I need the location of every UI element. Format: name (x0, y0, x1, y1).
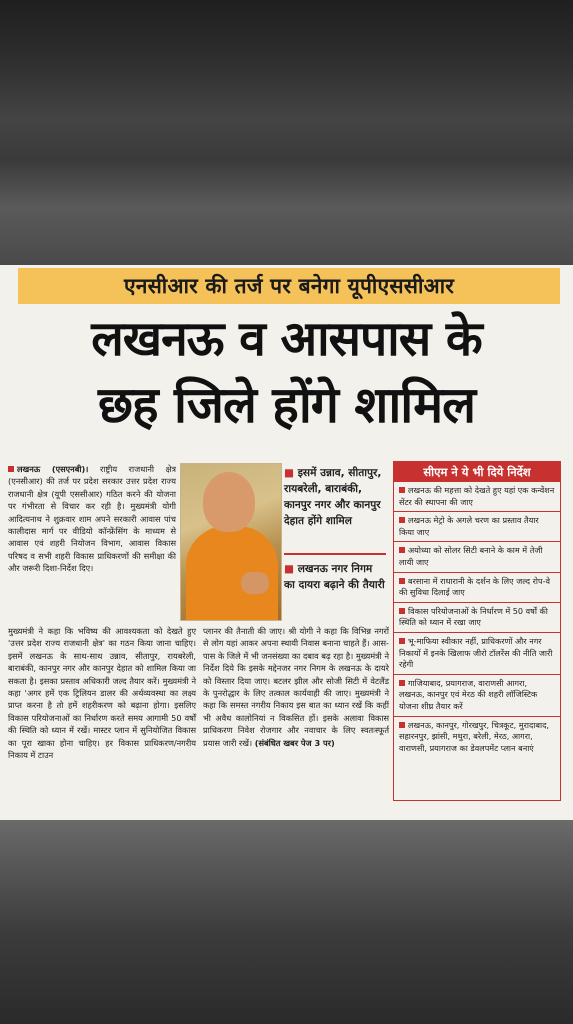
pull-quote-1-text: इसमें उन्नाव, सीतापुर, रायबरेली, बाराबंकी, कानपुर नगर और कानपुर देहात होंगे शामिल (284, 467, 382, 527)
sidebar-item-text: गाजियाबाद, प्रयागराज, वाराणसी आगरा, लखनऊ, कानपुर एवं मेरठ की शहरी लॉजिस्टिक योजना शीघ्र तैयार करें (399, 677, 538, 711)
continued-note: (संबंधित खबर पेज 3 पर) (254, 737, 335, 748)
sidebar-item-text: लखनऊ मेट्रो के अगले चरण का प्रस्ताव तैयार किया जाए (399, 515, 539, 537)
bullet-icon (399, 638, 405, 644)
sidebar-item (394, 482, 560, 512)
blurred-background-bottom (0, 820, 573, 1024)
news-photo (180, 463, 282, 621)
sidebar-item (394, 603, 560, 633)
headline-line-2: छह जिले होंगे शामिल (97, 376, 476, 434)
kicker-headline: एनसीआर की तर्ज पर बनेगा यूपीएससीआर (18, 268, 560, 304)
bullet-icon (8, 466, 14, 472)
article-column-1-top (8, 463, 176, 575)
bullet-icon (399, 517, 405, 523)
blurred-background-top (0, 0, 573, 265)
article-text-2: प्लानर की तैनाती की जाए। श्री योगी ने कहा कि विभिन्न नगरों से लोग यहां आकर अपना स्थायी निवास बनाना चाहते हैं। आस-पास के जिले में भी जनसंख्या का दबाव बढ़ रहा है। मुख्यमंत्री ने निर्देश दिये कि इसके मद्देनजर नगर निगम के लखनऊ के दायरे को विस्तार दिया जाए। बटलर झील और सोजी सिटी में वेटलैंड के पुनरोद्धार के लिए तत्काल कार्यवाही की जाए। मुख्यमंत्री ने कहा कि समस्त नगरीय निकाय इस बात का ध्यान रखें कि कहीं भी अवैध कालोनियां न विकसित हों। इसके अलावा विकास प्राधिकरण निवेश रोजगार और नवाचार के लिए स्वतःस्फूर्त प्रयास जारी रखें। (203, 626, 389, 748)
dateline-source: (एसएनबी)। (51, 464, 89, 474)
article-column-1-bottom: मुख्यमंत्री ने कहा कि भविष्य की आवश्यकता को देखते हुए 'उत्तर प्रदेश राज्य राजधानी क्षेत्र' का गठन किया जाना चाहिए। इसमें लखनऊ के साथ-साथ उन्नाव, सीतापुर, रायबरेली, बाराबंकी, कानपुर नगर और कानपुर देहात को शामिल किया जा सकता है। इसका प्रस्ताव अधिकारी जल्द तैयार करें। मुख्यमंत्री ने कहा 'अगर हमें एक ट्रिलियन डालर की अर्थव्यवस्था का लक्ष्य प्राप्त करना है तो हमें शहरीकरण को बढ़ाना होगा। इसलिए विकास परियोजनाओं का निर्धारण करते समय आगामी 50 वर्षों की स्थिति को ध्यान में रखें। मास्टर प्लान में सुनियोजित विकास का पूरा खाका होना चाहिए। हर विकास प्राधिकरण/नगरीय निकाय में टाउन (8, 626, 196, 761)
sidebar-item (394, 633, 560, 675)
bullet-icon (399, 487, 405, 493)
pull-quote-2 (284, 561, 386, 593)
sidebar-item-text: भू-माफिया स्वीकार नहीं, प्राधिकरणों और नगर निकायों में इनके खिलाफ जीरो टॉलरेंस की नीति जारी रहेगी (399, 635, 553, 670)
divider (284, 553, 386, 555)
headline-line-1: लखनऊ व आसपास के (91, 311, 482, 367)
bullet-icon (399, 608, 405, 614)
sidebar-title: सीएम ने ये भी दिये निर्देश (394, 462, 560, 482)
article-column-2 (203, 625, 389, 749)
bullet-icon (399, 722, 405, 728)
pull-quote-2-text: लखनऊ नगर निगम का दायरा बढ़ाने की तैयारी (284, 563, 385, 591)
sidebar-item (394, 573, 560, 603)
pull-quote-1 (284, 465, 386, 529)
sidebar-item-text: अयोध्या को सोलर सिटी बनाने के काम में तेजी लायी जाए (399, 545, 543, 567)
sidebar-item (394, 675, 560, 717)
sidebar-item-text: लखनऊ की महत्ता को देखते हुए यहां एक कन्वेंशन सेंटर की स्थापना की जाए (399, 485, 555, 507)
sidebar-item (394, 512, 560, 542)
bullet-icon (399, 578, 405, 584)
bullet-icon (399, 547, 405, 553)
sidebar-item (394, 542, 560, 572)
sidebar-item (394, 717, 560, 758)
sidebar-item-text: विकास परियोजनाओं के निर्धारण में 50 वर्षों की स्थिति को ध्यान में रखा जाए (399, 605, 548, 628)
sidebar-item-text: लखनऊ, कानपुर, गोरखपुर, चित्रकूट, मुरादाबाद, सहारनपुर, झांसी, मथुरा, बरेली, मेरठ, आगरा, वाराणसी, प्रयागराज का डेवलपमेंट प्लान बनाएं (399, 719, 549, 753)
bullet-icon: ■ (284, 467, 295, 479)
bullet-icon (399, 680, 405, 686)
article-text-1: राष्ट्रीय राजधानी क्षेत्र (एनसीआर) की तर्ज पर प्रदेश सरकार उत्तर प्रदेश राज्य राजधानी क्षेत्र (यूपी एससीआर) गठित करने की योजना पर गंभीरता से विचार कर रही है। मुख्यमंत्री योगी आदित्यनाथ ने शुक्रवार शाम अपने सरकारी आवास पांच कालीदास मार्ग पर वीडियो कॉन्फ्रेंसिंग के माध्यम से आवास एवं शहरी नियोजन विभाग, आवास विकास परिषद व सभी शहरी विकास प्राधिकरणों की समीक्षा की और जरूरी दिशा-निर्देश दिए। (8, 464, 176, 574)
newspaper-clipping (0, 265, 573, 820)
bullet-icon: ■ (284, 563, 295, 575)
sidebar-box (393, 461, 561, 801)
dateline-place: लखनऊ (17, 464, 41, 474)
sidebar-item-text: बरसाना में राधारानी के दर्शन के लिए जल्द रोप-वे की सुविधा दिलाई जाए (399, 575, 550, 598)
